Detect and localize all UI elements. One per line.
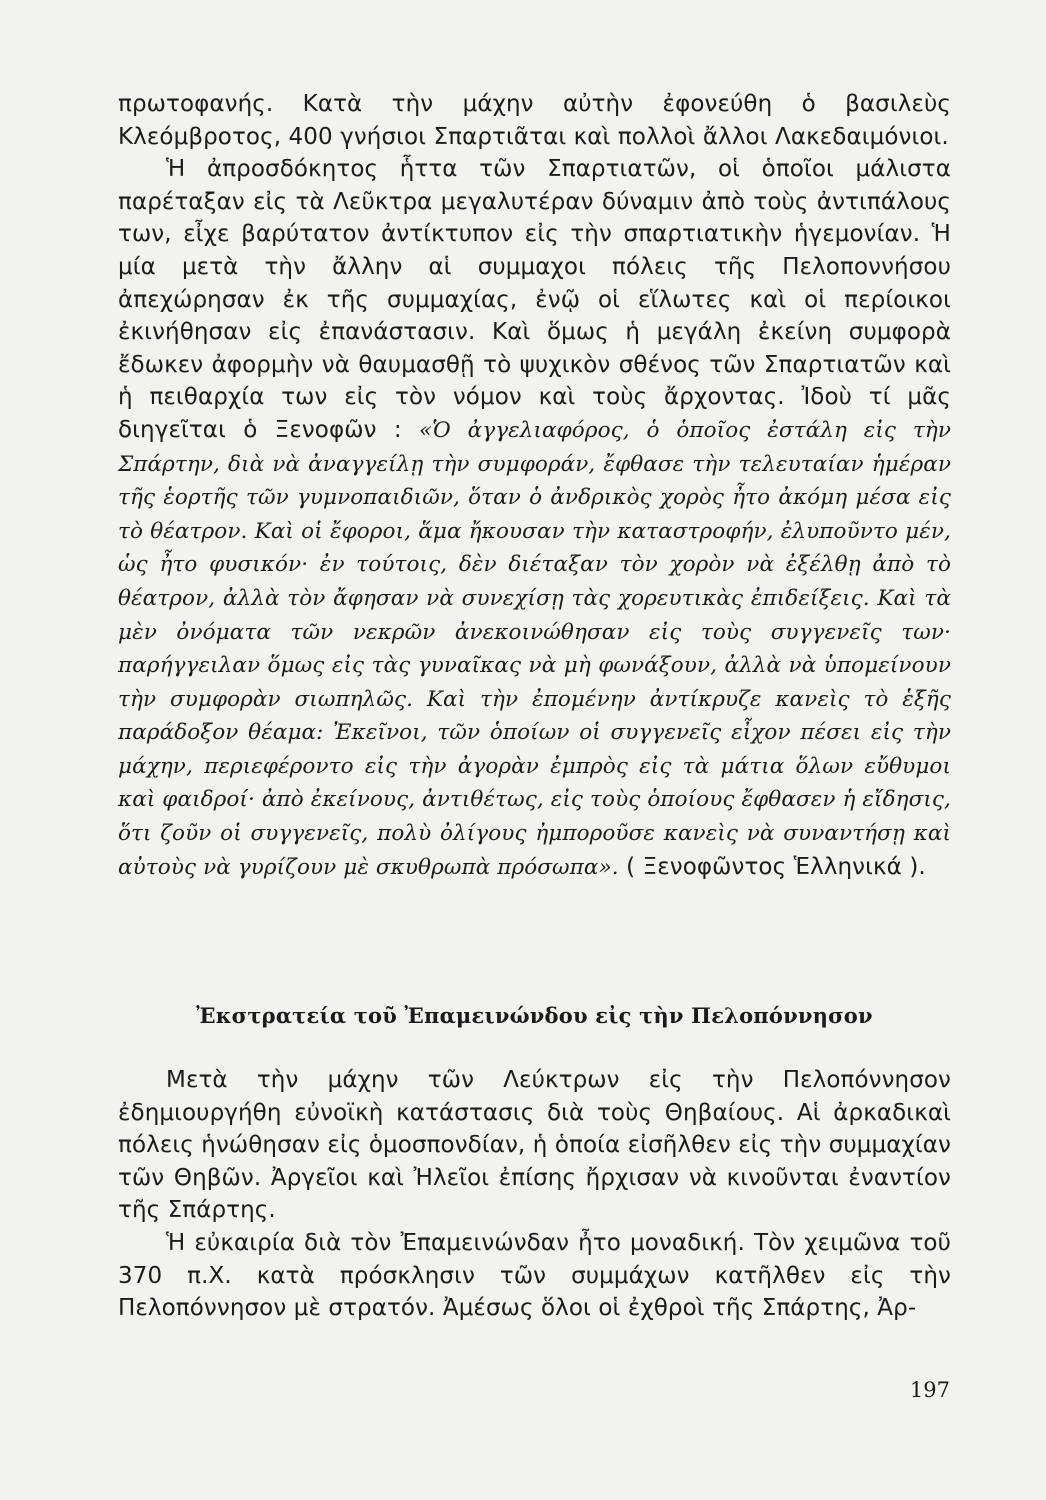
main-text-bottom bbox=[118, 1064, 951, 1325]
section-heading: Ἐκστρατεία τοῦ Ἐπαμεινώνδου εἰς τὴν Πελοπόννησον bbox=[196, 1003, 873, 1028]
page-number: 197 bbox=[909, 1378, 950, 1402]
paragraph-defeat-text: Ἡ ἀπροσδόκητος ἧττα τῶν Σπαρτιατῶν, οἱ ὁποῖοι μάλιστα παρέταξαν εἰς τὰ Λεῦκτρα μεγαλυτέραν δύναμιν ἀπὸ τοὺς ἀντιπάλους των, εἶχε βαρύτατον ἀντίκτυπον εἰς τὴν σπαρτιατικὴν ἡγεμονίαν. Ἡ μία μετὰ τὴν ἄλλην αἱ συμμαχοι πόλεις τῆς Πελοποννήσου ἀπεχώρησαν ἐκ τῆς συμμαχίας, ἐνῷ οἱ εἵλωτες καὶ οἱ περίοικοι ἐκινήθησαν εἰς ἐπανάστασιν. Καὶ ὅμως ἡ μεγάλη ἐκείνη συμφορὰ ἔδωκεν ἀφορμὴν νὰ θαυμασθῇ τὸ ψυχικὸν σθένος τῶν Σπαρτιατῶν καὶ ἡ πειθαρχία των εἰς τὸν νόμον καὶ τοὺς ἄρχοντας. Ἰδοὺ τί μᾶς διηγεῖται ὁ Ξενοφῶν : bbox=[118, 156, 951, 443]
paragraph-epaminondas: Ἡ εὐκαιρία διὰ τὸν Ἐπαμεινώνδαν ἦτο μοναδική. Τὸν χειμῶνα τοῦ 370 π.Χ. κατὰ πρόσκλησιν τῶν συμμάχων κατῆλθεν εἰς τὴν Πελοπόννησον μὲ στρατόν. Ἀμέσως ὅλοι οἱ ἐχθροὶ τῆς Σπάρτης, Ἀρ- bbox=[118, 1229, 951, 1322]
quote-source: ( Ξενοφῶντος Ἑλληνικά ). bbox=[626, 853, 926, 880]
main-text-top bbox=[118, 88, 951, 884]
paragraph-defeat bbox=[118, 153, 951, 884]
paragraph-after-leuctra: Μετὰ τὴν μάχην τῶν Λεύκτρων εἰς τὴν Πελοπόννησον ἐδημιουργήθη εὐνοϊκὴ κατάστασις διὰ τοὺς Θηβαίους. Αἱ ἀρκαδικαὶ πόλεις ἡνώθησαν εἰς ὁμοσπονδίαν, ἡ ὁποία εἰσῆλθεν εἰς τὴν συμμαχίαν τῶν Θηβῶν. Ἀργεῖοι καὶ Ἠλεῖοι ἐπίσης ἤρχισαν νὰ κινοῦνται ἐναντίον τῆς Σπάρτης. bbox=[118, 1067, 951, 1224]
xenophon-quote: «Ὁ ἀγγελιαφόρος, ὁ ὁποῖος ἐστάλη εἰς τὴν Σπάρτην, διὰ νὰ ἀναγγείλῃ τὴν συμφοράν, ἔφθασε τὴν τελευταίαν ἡμέραν τῆς ἑορτῆς τῶν γυμνοπαιδιῶν, ὅταν ὁ ἀνδρικὸς χορὸς ἦτο ἀκόμη μέσα εἰς τὸ θέατρον. Καὶ οἱ ἔφοροι, ἅμα ἤκουσαν τὴν καταστροφήν, ἐλυποῦντο μέν, ὡς ἦτο φυσικόν· ἐν τούτοις, δὲν διέταξαν τὸν χορὸν νὰ ἐξέλθῃ ἀπὸ τὸ θέατρον, ἀλλὰ τὸν ἄφησαν νὰ συνεχίσῃ τὰς χορευτικὰς ἐπιδείξεις. Καὶ τὰ μὲν ὀνόματα τῶν νεκρῶν ἀνεκοινώθησαν εἰς τοὺς συγγενεῖς των· παρήγγειλαν ὅμως εἰς τὰς γυναῖκας νὰ μὴ φωνάξουν, ἀλλὰ νὰ ὑπομείνουν τὴν συμφορὰν σιωπηλῶς. Καὶ τὴν ἐπομένην ἀντίκρυζε κανεὶς τὸ ἑξῆς παράδοξον θέαμα: Ἐκεῖνοι, τῶν ὁποίων οἱ συγγενεῖς εἶχον πέσει εἰς τὴν μάχην, περιεφέροντο εἰς τὴν ἀγορὰν ἐμπρὸς εἰς τὰ μάτια ὅλων εὔθυμοι καὶ φαιδροί· ἀπὸ ἐκείνους, ἀντιθέτως, εἰς τοὺς ὁποίους ἔφθασεν ἡ εἴδησις, ὅτι ζοῦν οἱ συγγενεῖς, πολὺ ὀλίγους ἠμποροῦσε κανεὶς νὰ συναντήσῃ καὶ αὐτοὺς νὰ γυρίζουν μὲ σκυθρωπὰ πρόσωπα». bbox=[118, 417, 951, 880]
paragraph-continuation: πρωτοφανής. Κατὰ τὴν μάχην αὐτὴν ἐφονεύθη ὁ βασιλεὺς Κλεόμβροτος, 400 γνήσιοι Σπαρτιᾶται καὶ πολλοὶ ἄλλοι Λακεδαιμόνιοι. bbox=[118, 91, 951, 150]
